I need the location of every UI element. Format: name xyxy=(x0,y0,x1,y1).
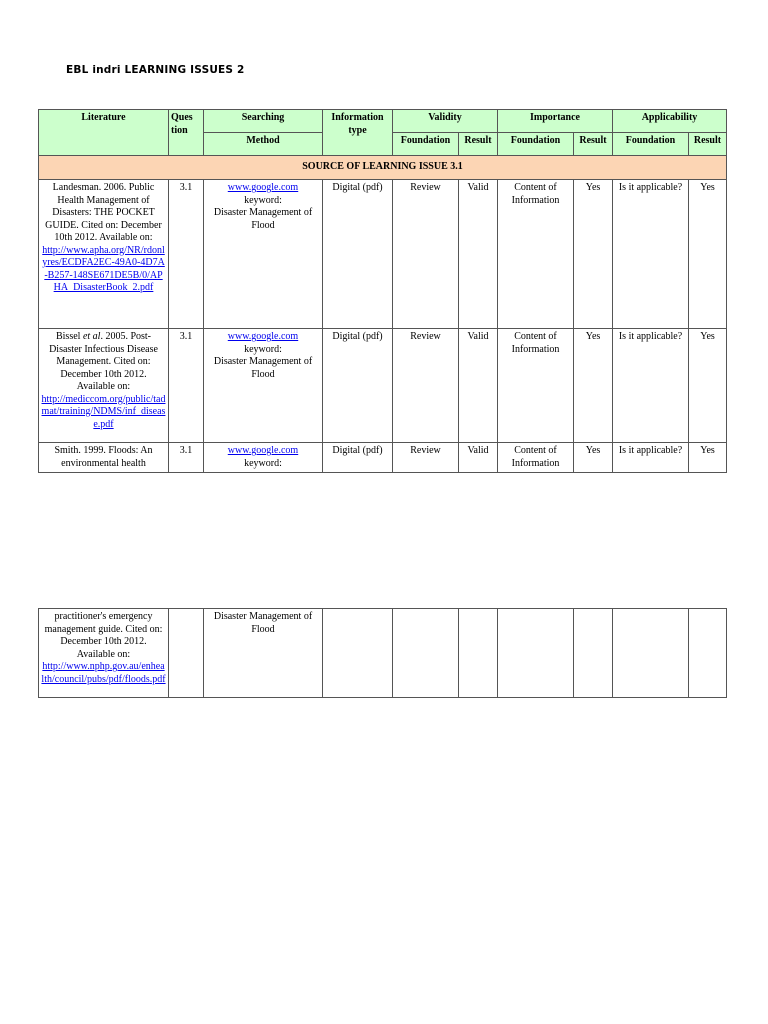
literature-text: Landesman. 2006. Public Health Management of Disasters: THE POCKET GUIDE. Cited on: December 10th 2012. Available on: xyxy=(45,182,162,243)
cell-literature xyxy=(39,329,169,443)
cell-validity-result: Valid xyxy=(459,329,498,443)
header-information-type: Information type xyxy=(323,110,393,156)
cell-applicability-foundation: Is it applicable? xyxy=(613,180,689,329)
cell-validity-result xyxy=(459,609,498,698)
table-row-continued xyxy=(39,609,727,698)
cell-literature xyxy=(39,180,169,329)
cell-importance-foundation: Content of Information xyxy=(498,180,574,329)
cell-literature: Smith. 1999. Floods: An environmental health xyxy=(39,443,169,473)
literature-text: practitioner's emergency management guide. Cited on: December 10th 2012. Available on: xyxy=(44,611,163,660)
table-row xyxy=(39,329,727,443)
cell-importance-result: Yes xyxy=(574,329,613,443)
header-validity: Validity xyxy=(393,110,498,133)
cell-importance-result: Yes xyxy=(574,443,613,473)
header-literature: Literature xyxy=(39,110,169,156)
cell-applicability-result xyxy=(689,609,727,698)
header-importance-result: Result xyxy=(574,133,613,156)
literature-link[interactable]: http://www.nphp.gov.au/enhealth/council/pubs/pdf/floods.pdf xyxy=(41,661,166,685)
learning-issues-table-continued xyxy=(38,608,727,698)
literature-text-pre: Bissel xyxy=(55,331,83,342)
cell-info-type xyxy=(323,609,393,698)
literature-text-etal: et al xyxy=(82,331,101,342)
cell-importance-foundation: Content of Information xyxy=(498,443,574,473)
cell-info-type: Digital (pdf) xyxy=(323,443,393,473)
cell-validity-foundation: Review xyxy=(393,329,459,443)
cell-validity-foundation: Review xyxy=(393,180,459,329)
cell-applicability-result: Yes xyxy=(689,329,727,443)
cell-info-type: Digital (pdf) xyxy=(323,329,393,443)
keyword-label: keyword: xyxy=(244,457,282,469)
cell-question: 3.1 xyxy=(169,329,204,443)
cell-applicability-foundation: Is it applicable? xyxy=(613,329,689,443)
cell-applicability-foundation: Is it applicable? xyxy=(613,443,689,473)
header-applicability: Applicability xyxy=(613,110,727,133)
header-validity-result: Result xyxy=(459,133,498,156)
cell-importance-result xyxy=(574,609,613,698)
cell-validity-foundation xyxy=(393,609,459,698)
cell-info-type: Digital (pdf) xyxy=(323,180,393,329)
search-link[interactable]: www.google.com xyxy=(227,445,299,456)
cell-applicability-foundation xyxy=(613,609,689,698)
search-link[interactable]: www.google.com xyxy=(227,182,299,193)
keyword-label: keyword: xyxy=(244,194,282,206)
cell-validity-foundation: Review xyxy=(393,443,459,473)
cell-applicability-result: Yes xyxy=(689,180,727,329)
header-row-top xyxy=(39,110,727,133)
table-row xyxy=(39,180,727,329)
cell-validity-result: Valid xyxy=(459,443,498,473)
cell-validity-result: Valid xyxy=(459,180,498,329)
keyword-value: Disaster Management of Flood xyxy=(213,207,313,231)
cell-question: 3.1 xyxy=(169,180,204,329)
header-applicability-foundation: Foundation xyxy=(613,133,689,156)
cell-importance-foundation xyxy=(498,609,574,698)
cell-literature xyxy=(39,609,169,698)
keyword-label: keyword: xyxy=(244,343,282,355)
cell-importance-result: Yes xyxy=(574,180,613,329)
header-applicability-result: Result xyxy=(689,133,727,156)
cell-search-method xyxy=(204,443,323,473)
cell-question: 3.1 xyxy=(169,443,204,473)
cell-applicability-result: Yes xyxy=(689,443,727,473)
cell-question xyxy=(169,609,204,698)
literature-link[interactable]: http://mediccom.org/public/tadmat/training/NDMS/inf_disease.pdf xyxy=(41,393,166,430)
header-searching: Searching xyxy=(204,110,323,133)
header-importance: Importance xyxy=(498,110,613,133)
learning-issues-table xyxy=(38,109,727,473)
document-title: EBL indri LEARNING ISSUES 2 xyxy=(66,64,245,76)
search-link[interactable]: www.google.com xyxy=(227,331,299,342)
header-question: Ques tion xyxy=(169,110,204,156)
section-row xyxy=(39,156,727,180)
header-validity-foundation: Foundation xyxy=(393,133,459,156)
cell-search-method: Disaster Management of Flood xyxy=(204,609,323,698)
table-row xyxy=(39,443,727,473)
header-importance-foundation: Foundation xyxy=(498,133,574,156)
keyword-value: Disaster Management of Flood xyxy=(213,356,313,380)
cell-search-method xyxy=(204,180,323,329)
literature-text-post: . 2005. Post-Disaster Infectious Disease Management. Cited on: December 10th 2012. Available on: xyxy=(49,331,158,392)
cell-search-method xyxy=(204,329,323,443)
section-title: SOURCE OF LEARNING ISSUE 3.1 xyxy=(39,156,727,180)
literature-link[interactable]: http://www.apha.org/NR/rdonlyres/ECDFA2EC-49A0-4D7A-B257-148SE671DE5B/0/APHA_DisasterBook_2.pdf xyxy=(42,244,165,293)
cell-importance-foundation: Content of Information xyxy=(498,329,574,443)
header-method: Method xyxy=(204,133,323,156)
